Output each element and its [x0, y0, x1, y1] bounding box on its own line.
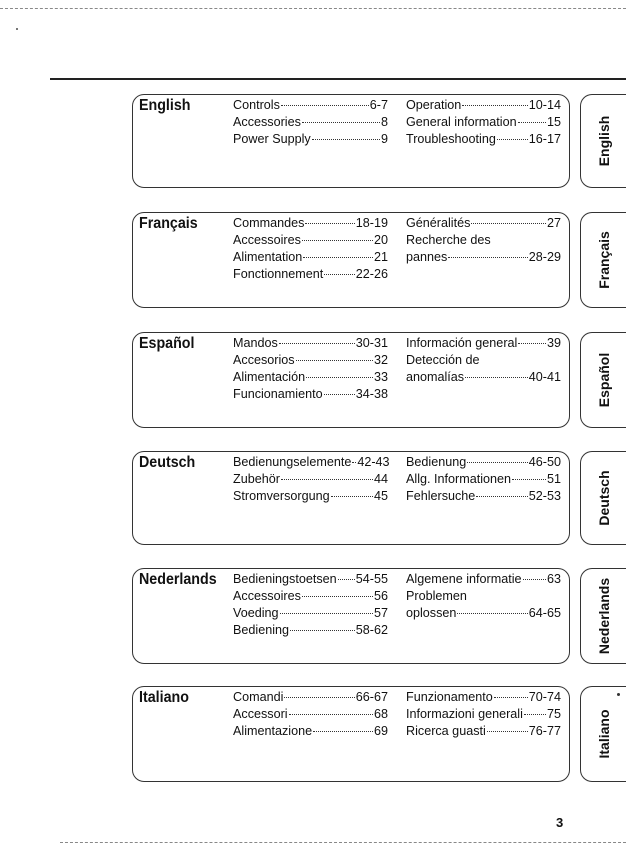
dot-leader [284, 697, 354, 698]
toc-entry-title: Alimentation [233, 250, 303, 264]
toc-entry-title: Bedienung [406, 455, 467, 469]
toc-entry-page: 18-19 [355, 216, 388, 230]
toc-entry[interactable] [233, 352, 388, 369]
tab-nederlands[interactable] [580, 568, 626, 664]
section-nederlands [132, 568, 570, 664]
dot-leader [302, 122, 380, 123]
dot-leader [306, 377, 373, 378]
toc-entry[interactable] [406, 723, 561, 740]
toc-entry[interactable] [233, 131, 388, 148]
dot-leader [497, 139, 528, 140]
toc-entry[interactable] [406, 706, 561, 723]
toc-entry-page: 46-50 [528, 455, 561, 469]
language-heading: Nederlands [139, 571, 217, 588]
toc-entry-page: 63 [546, 572, 561, 586]
toc-entry[interactable] [233, 335, 388, 352]
dot-leader [487, 731, 528, 732]
toc-entry-page: 64-65 [528, 606, 561, 620]
toc-entry-title: anomalías [406, 370, 465, 384]
dot-leader [280, 613, 373, 614]
toc-entry-title: Fehlersuche [406, 489, 476, 503]
toc-entry-title: Généralités [406, 216, 471, 230]
language-heading: Français [139, 215, 198, 232]
toc-entry[interactable] [406, 454, 561, 471]
dot-leader [324, 274, 354, 275]
toc-entry[interactable] [406, 588, 561, 605]
dot-leader [281, 479, 373, 480]
page-number: 3 [556, 815, 564, 830]
toc-entry[interactable] [406, 488, 561, 505]
toc-entry-title: Voeding [233, 606, 279, 620]
dot-leader [518, 343, 546, 344]
left-column [233, 335, 388, 403]
toc-entry[interactable] [406, 689, 561, 706]
toc-entry-page: 27 [546, 216, 561, 230]
toc-entry[interactable] [233, 723, 388, 740]
toc-entry[interactable] [233, 454, 388, 471]
toc-entry[interactable] [233, 689, 388, 706]
toc-entry-title: Problemen [406, 589, 467, 603]
dot-leader [302, 240, 373, 241]
tab-deutsch[interactable] [580, 451, 626, 545]
toc-entry[interactable] [406, 369, 561, 386]
toc-entry-page: 16-17 [528, 132, 561, 146]
right-column [406, 571, 561, 622]
dot-leader [313, 731, 373, 732]
toc-entry-page: 76-77 [528, 724, 561, 738]
dot-leader [296, 360, 373, 361]
dot-leader [512, 479, 546, 480]
tab-label: Nederlands [596, 577, 612, 655]
dot-leader [471, 223, 546, 224]
section-espanol [132, 332, 570, 428]
left-column [233, 215, 388, 283]
toc-entry[interactable] [233, 588, 388, 605]
dot-leader [279, 343, 355, 344]
toc-entry-page: 39 [546, 336, 561, 350]
toc-entry-page: 54-55 [355, 572, 388, 586]
toc-entry-page: 10-14 [528, 98, 561, 112]
dot-leader [331, 496, 373, 497]
left-column [233, 689, 388, 740]
language-heading: Español [139, 335, 195, 352]
right-column [406, 689, 561, 740]
dot-leader [289, 714, 373, 715]
toc-entry-page: 69 [373, 724, 388, 738]
section-italiano [132, 686, 570, 782]
toc-entry[interactable] [233, 386, 388, 403]
toc-entry-title: Algemene informatie [406, 572, 522, 586]
tab-label: English [596, 115, 612, 167]
left-column [233, 571, 388, 639]
toc-entry-title: Troubleshooting [406, 132, 496, 146]
toc-entry[interactable] [406, 249, 561, 266]
toc-entry-title: Commandes [233, 216, 305, 230]
toc-entry[interactable] [406, 114, 561, 131]
header-rule [50, 78, 626, 80]
section-english [132, 94, 570, 188]
toc-entry-page: 28-29 [528, 250, 561, 264]
tab-english[interactable] [580, 94, 626, 188]
dot-leader [324, 394, 355, 395]
toc-entry[interactable] [406, 605, 561, 622]
toc-entry-page: 9 [380, 132, 388, 146]
toc-entry[interactable] [406, 131, 561, 148]
toc-entry-page: 6-7 [369, 98, 388, 112]
toc-entry[interactable] [233, 232, 388, 249]
toc-entry[interactable] [233, 249, 388, 266]
toc-entry[interactable] [406, 97, 561, 114]
toc-entry-title: Operation [406, 98, 462, 112]
toc-entry[interactable] [233, 605, 388, 622]
language-heading: English [139, 97, 191, 114]
tab-label: Français [596, 231, 612, 289]
toc-entry-title: General information [406, 115, 517, 129]
left-column [233, 97, 388, 148]
toc-entry-page: 22-26 [355, 267, 388, 281]
toc-entry-title: Zubehör [233, 472, 280, 486]
toc-entry-page: 51 [546, 472, 561, 486]
toc-entry-page: 32 [373, 353, 388, 367]
toc-entry[interactable] [233, 622, 388, 639]
section-francais [132, 212, 570, 308]
toc-entry[interactable] [406, 232, 561, 249]
toc-entry[interactable] [406, 215, 561, 232]
toc-entry[interactable] [233, 369, 388, 386]
toc-entry[interactable] [233, 571, 388, 588]
toc-entry[interactable] [233, 266, 388, 283]
toc-entry[interactable] [406, 471, 561, 488]
toc-entry[interactable] [233, 488, 388, 505]
toc-entry-title: pannes [406, 250, 448, 264]
toc-entry-title: Accessori [233, 707, 288, 721]
toc-entry-page: 30-31 [355, 336, 388, 350]
tab-espanol[interactable] [580, 332, 626, 428]
dot-leader [518, 122, 546, 123]
dot-leader [457, 613, 527, 614]
scan-speck [617, 693, 620, 696]
toc-entry-page: 57 [373, 606, 388, 620]
toc-entry-title: Accessories [233, 115, 301, 129]
right-column [406, 97, 561, 148]
dot-leader [302, 596, 373, 597]
toc-entry[interactable] [233, 215, 388, 232]
toc-entry-page: 21 [373, 250, 388, 264]
language-heading: Deutsch [139, 454, 196, 471]
toc-entry-page: 66-67 [355, 690, 388, 704]
toc-entry-title: Bedienungselemente [233, 455, 352, 469]
toc-entry-page: 45 [373, 489, 388, 503]
toc-entry[interactable] [233, 114, 388, 131]
toc-entry[interactable] [406, 571, 561, 588]
toc-entry-title: Alimentazione [233, 724, 313, 738]
toc-entry[interactable] [233, 471, 388, 488]
toc-entry-title: Recherche des [406, 233, 491, 247]
toc-entry-title: Accesorios [233, 353, 295, 367]
tab-label: Italiano [596, 709, 612, 759]
toc-entry-title: Comandi [233, 690, 284, 704]
tab-francais[interactable] [580, 212, 626, 308]
toc-entry-page: 40-41 [528, 370, 561, 384]
toc-entry-title: Bediening [233, 623, 290, 637]
toc-entry-title: Controls [233, 98, 280, 112]
toc-entry-title: Accessoires [233, 233, 301, 247]
toc-entry-page: 33 [373, 370, 388, 384]
dot-leader [524, 714, 546, 715]
scan-speck [16, 28, 18, 30]
tab-label: Deutsch [596, 470, 612, 526]
toc-entry-page: 15 [546, 115, 561, 129]
dot-leader [476, 496, 527, 497]
toc-entry-title: Stromversorgung [233, 489, 330, 503]
right-column [406, 454, 561, 505]
toc-entry-title: Fonctionnement [233, 267, 324, 281]
toc-entry-page: 20 [373, 233, 388, 247]
toc-entry-page: 68 [373, 707, 388, 721]
toc-entry[interactable] [233, 706, 388, 723]
toc-entry[interactable] [233, 97, 388, 114]
dot-leader [312, 139, 380, 140]
toc-entry-title: Power Supply [233, 132, 311, 146]
language-heading: Italiano [139, 689, 189, 706]
top-scan-line [0, 8, 626, 9]
dot-leader [290, 630, 355, 631]
dot-leader [338, 579, 355, 580]
toc-entry-title: Ricerca guasti [406, 724, 486, 738]
right-column [406, 215, 561, 266]
toc-entry-page: 44 [373, 472, 388, 486]
toc-entry-title: Mandos [233, 336, 278, 350]
toc-entry-page: 56 [373, 589, 388, 603]
tab-label: Español [596, 352, 612, 408]
dot-leader [465, 377, 528, 378]
toc-entry-title: Allg. Informationen [406, 472, 512, 486]
dot-leader [305, 223, 354, 224]
dot-leader [494, 697, 528, 698]
dot-leader [448, 257, 527, 258]
toc-entry-page: 75 [546, 707, 561, 721]
toc-entry-title: Informazioni generali [406, 707, 523, 721]
section-deutsch [132, 451, 570, 545]
toc-entry-title: Funcionamiento [233, 387, 323, 401]
left-column [233, 454, 388, 505]
dot-leader [352, 462, 356, 463]
dot-leader [467, 462, 528, 463]
toc-entry-title: oplossen [406, 606, 457, 620]
dot-leader [303, 257, 373, 258]
toc-entry-page: 34-38 [355, 387, 388, 401]
toc-entry-title: Funzionamento [406, 690, 493, 704]
toc-entry[interactable] [406, 335, 561, 352]
toc-entry-page: 70-74 [528, 690, 561, 704]
tab-italiano[interactable] [580, 686, 626, 782]
toc-entry-page: 52-53 [528, 489, 561, 503]
toc-entry-title: Información general [406, 336, 518, 350]
bottom-scan-line [60, 842, 626, 843]
dot-leader [462, 105, 527, 106]
right-column [406, 335, 561, 386]
toc-entry[interactable] [406, 352, 561, 369]
toc-entry-page: 42-43 [357, 455, 390, 469]
toc-entry-page: 58-62 [355, 623, 388, 637]
toc-entry-page: 8 [380, 115, 388, 129]
toc-entry-title: Bedieningstoetsen [233, 572, 337, 586]
toc-entry-title: Alimentación [233, 370, 306, 384]
toc-entry-title: Detección de [406, 353, 480, 367]
dot-leader [523, 579, 546, 580]
toc-entry-title: Accessoires [233, 589, 301, 603]
dot-leader [281, 105, 369, 106]
